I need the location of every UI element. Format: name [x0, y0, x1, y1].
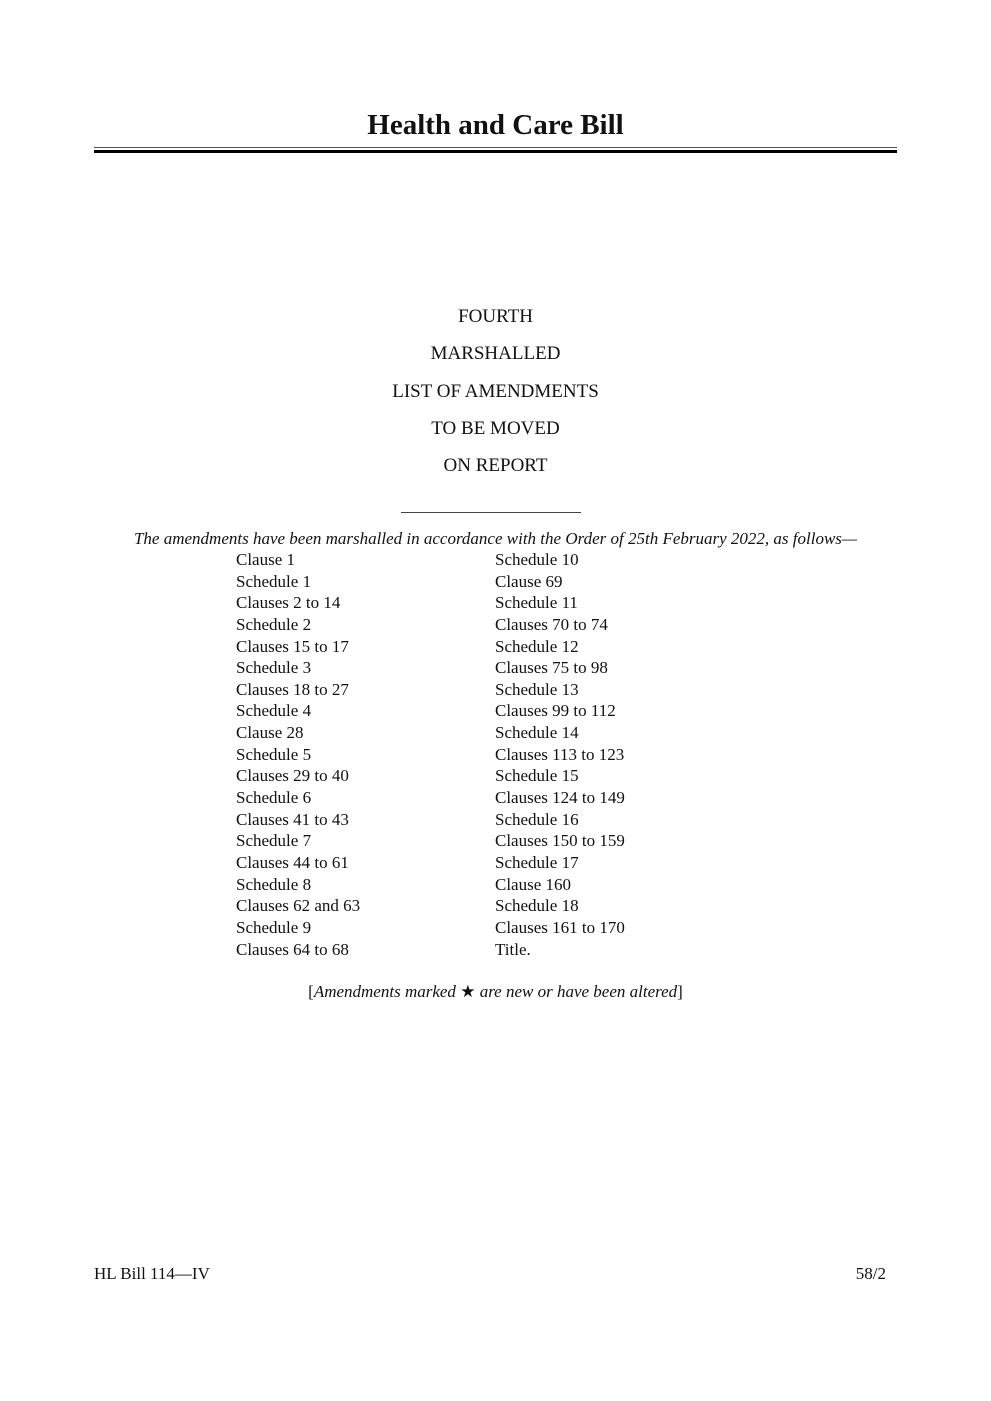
note-text-after: are new or have been altered — [475, 982, 678, 1001]
order-item: Clauses 2 to 14 — [236, 593, 341, 613]
heading-line: MARSHALLED — [430, 343, 561, 365]
order-item: Schedule 10 — [495, 550, 579, 569]
order-item: Schedule 15 — [495, 766, 579, 786]
order-item: Schedule 3 — [236, 658, 312, 678]
title-rule-thick — [94, 150, 897, 153]
heading-line: ON REPORT — [443, 455, 548, 477]
order-item: Clause 28 — [236, 723, 304, 743]
order-item: Clauses 150 to 159 — [495, 831, 625, 851]
order-item: Clauses 15 to 17 — [236, 636, 349, 656]
order-item: Clause 160 — [495, 874, 572, 894]
order-column-left — [236, 549, 360, 960]
order-item: Clauses 44 to 61 — [236, 852, 349, 872]
order-item: Schedule 18 — [495, 896, 579, 916]
order-item: Clauses 18 to 27 — [236, 679, 349, 699]
order-item: Schedule 16 — [495, 809, 579, 829]
order-item: Schedule 2 — [236, 614, 312, 634]
note-close-bracket: ] — [677, 982, 683, 1001]
bill-reference: HL Bill 114—IV — [94, 1264, 210, 1283]
list-heading — [0, 303, 991, 489]
order-item: Schedule 13 — [495, 679, 579, 699]
page-reference: 58/2 — [855, 1264, 886, 1283]
heading-line: TO BE MOVED — [431, 417, 560, 439]
note-text-before: Amendments marked — [313, 982, 461, 1001]
order-item: Schedule 7 — [236, 831, 312, 851]
order-item: Schedule 8 — [236, 874, 312, 894]
document-title: Health and Care Bill — [367, 109, 624, 141]
order-item: Schedule 5 — [236, 744, 312, 764]
order-item: Schedule 6 — [236, 788, 312, 808]
order-item: Clause 1 — [236, 550, 296, 569]
order-item: Schedule 11 — [495, 593, 578, 613]
title-rule-thin — [94, 147, 897, 148]
order-column-right — [495, 549, 625, 960]
star-icon: ★ — [460, 982, 476, 1001]
order-item: Clauses 41 to 43 — [236, 809, 349, 829]
order-item: Clauses 75 to 98 — [495, 658, 608, 678]
order-item: Clauses 62 and 63 — [236, 896, 361, 916]
order-item: Schedule 4 — [236, 701, 312, 721]
order-item: Clauses 64 to 68 — [236, 939, 349, 959]
order-item: Schedule 17 — [495, 852, 579, 872]
order-item: Title. — [495, 939, 531, 959]
order-item: Clause 69 — [495, 571, 563, 591]
note-open-bracket: [ — [308, 982, 314, 1001]
order-item: Schedule 14 — [495, 723, 579, 743]
marshalling-intro: The amendments have been marshalled in accordance with the Order of 25th February 2022, as follows— — [133, 529, 858, 548]
order-item: Schedule 1 — [236, 571, 312, 591]
order-item: Schedule 12 — [495, 636, 579, 656]
order-item: Clauses 124 to 149 — [495, 788, 625, 808]
section-divider — [401, 512, 581, 513]
heading-line: LIST OF AMENDMENTS — [392, 380, 599, 402]
heading-line: FOURTH — [458, 306, 533, 327]
order-item: Schedule 9 — [236, 917, 312, 937]
amendment-marker-note — [0, 981, 991, 1003]
order-item: Clauses 113 to 123 — [495, 744, 625, 764]
order-item: Clauses 70 to 74 — [495, 614, 608, 634]
order-item: Clauses 161 to 170 — [495, 917, 625, 937]
order-item: Clauses 99 to 112 — [495, 701, 616, 721]
order-item: Clauses 29 to 40 — [236, 766, 349, 786]
